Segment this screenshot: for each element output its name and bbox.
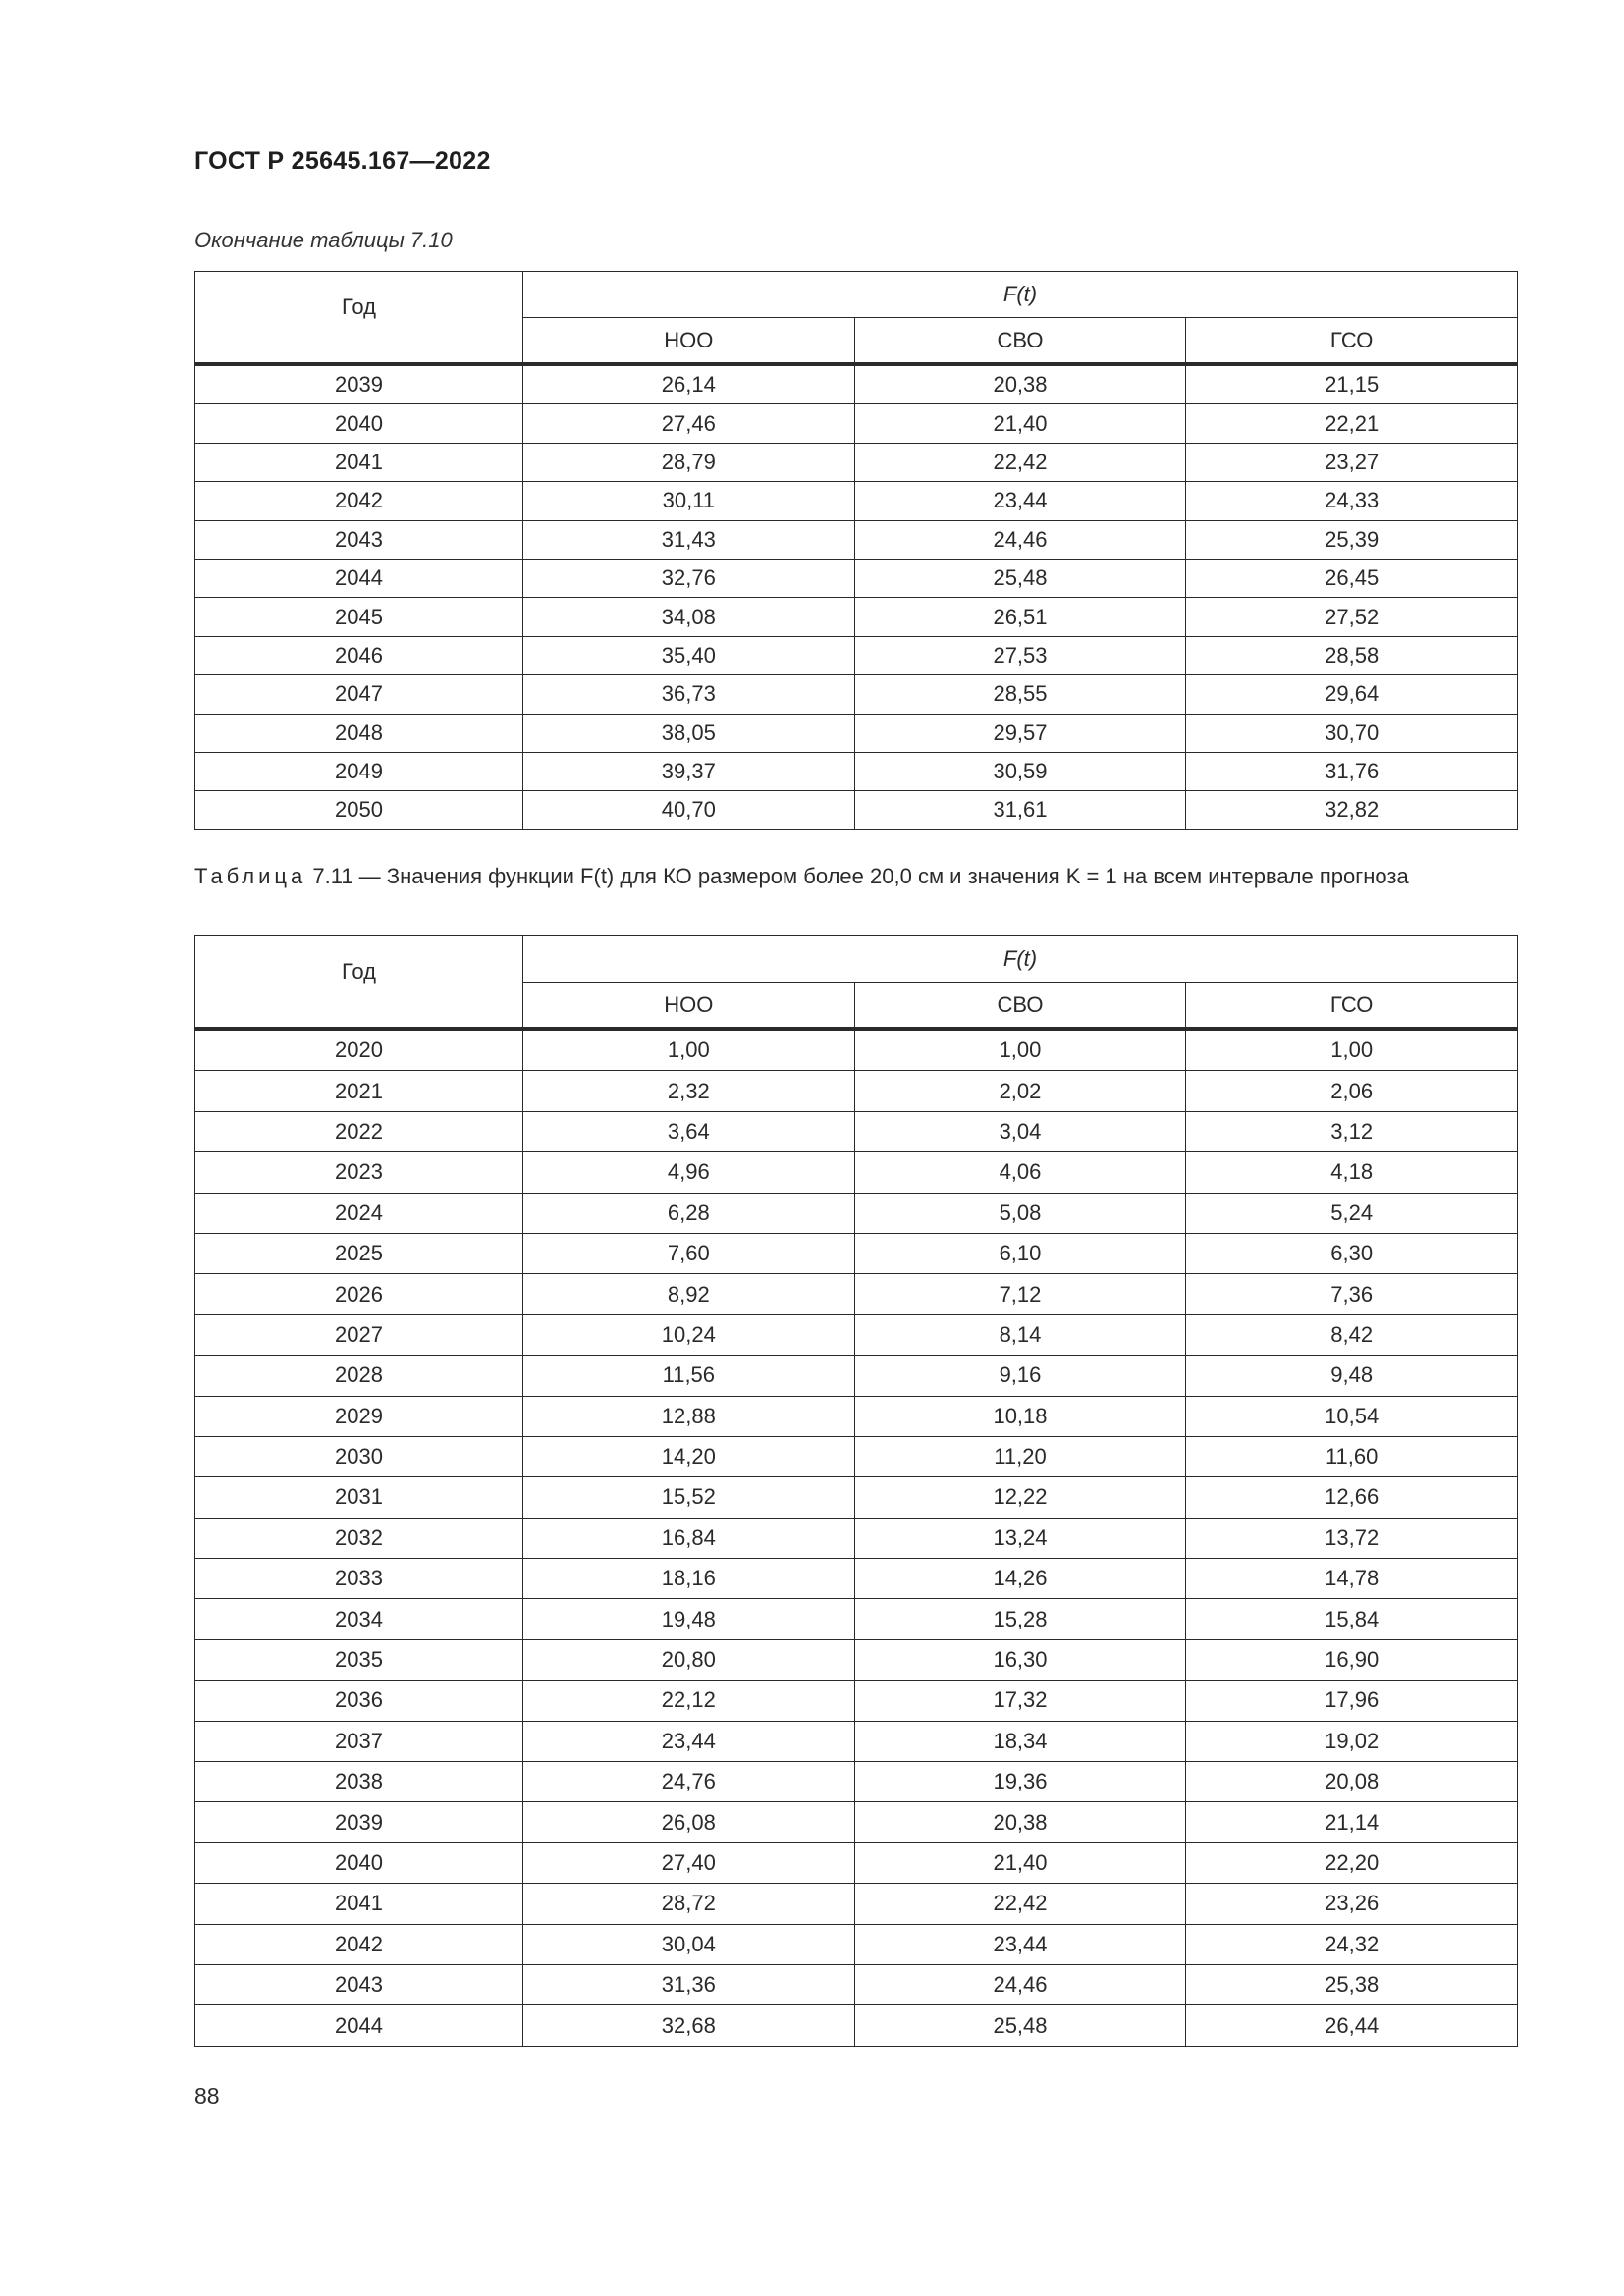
gso-value-cell: 22,20 — [1186, 1842, 1518, 1883]
svo-value-cell: 21,40 — [854, 1842, 1186, 1883]
table-row — [195, 1314, 1518, 1355]
noo-value-cell: 2,32 — [523, 1071, 855, 1111]
svo-value-cell: 19,36 — [854, 1762, 1186, 1802]
table-row — [195, 1436, 1518, 1476]
year-cell: 2030 — [195, 1436, 523, 1476]
svo-value-cell: 14,26 — [854, 1559, 1186, 1599]
year-cell: 2020 — [195, 1029, 523, 1071]
table-row — [195, 559, 1518, 597]
gso-value-cell: 19,02 — [1186, 1721, 1518, 1761]
svo-value-cell: 23,44 — [854, 482, 1186, 520]
gso-value-cell: 22,21 — [1186, 404, 1518, 443]
gso-value-cell: 32,82 — [1186, 791, 1518, 829]
header-col-svo: СВО — [854, 983, 1186, 1030]
table-row — [195, 1193, 1518, 1233]
year-cell: 2034 — [195, 1599, 523, 1639]
gso-value-cell: 11,60 — [1186, 1436, 1518, 1476]
svo-value-cell: 9,16 — [854, 1356, 1186, 1396]
svo-value-cell: 2,02 — [854, 1071, 1186, 1111]
table-row — [195, 1802, 1518, 1842]
gso-value-cell: 23,27 — [1186, 443, 1518, 481]
year-cell: 2032 — [195, 1518, 523, 1558]
header-function-label: F(t) — [1002, 282, 1038, 306]
gso-value-cell: 17,96 — [1186, 1681, 1518, 1721]
noo-value-cell: 1,00 — [523, 1029, 855, 1071]
year-cell: 2021 — [195, 1071, 523, 1111]
gso-value-cell: 21,15 — [1186, 364, 1518, 404]
noo-value-cell: 23,44 — [523, 1721, 855, 1761]
year-cell: 2047 — [195, 675, 523, 714]
table-row — [195, 1477, 1518, 1518]
gso-value-cell: 29,64 — [1186, 675, 1518, 714]
year-cell: 2039 — [195, 364, 523, 404]
table-row — [195, 1356, 1518, 1396]
gso-value-cell: 7,36 — [1186, 1274, 1518, 1314]
gso-value-cell: 24,32 — [1186, 1924, 1518, 1964]
gso-value-cell: 24,33 — [1186, 482, 1518, 520]
header-col-gso: ГСО — [1186, 318, 1518, 365]
year-cell: 2033 — [195, 1559, 523, 1599]
table-row — [195, 443, 1518, 481]
noo-value-cell: 31,36 — [523, 1964, 855, 2004]
noo-value-cell: 7,60 — [523, 1233, 855, 1273]
svo-value-cell: 1,00 — [854, 1029, 1186, 1071]
noo-value-cell: 27,40 — [523, 1842, 855, 1883]
year-cell: 2027 — [195, 1314, 523, 1355]
table-7-10-continuation-caption: Окончание таблицы 7.10 — [194, 228, 453, 252]
gso-value-cell: 25,39 — [1186, 520, 1518, 559]
noo-value-cell: 8,92 — [523, 1274, 855, 1314]
table-row — [195, 364, 1518, 404]
header-col-svo: СВО — [854, 318, 1186, 365]
noo-value-cell: 15,52 — [523, 1477, 855, 1518]
table-row — [195, 482, 1518, 520]
svo-value-cell: 20,38 — [854, 1802, 1186, 1842]
noo-value-cell: 27,46 — [523, 404, 855, 443]
noo-value-cell: 11,56 — [523, 1356, 855, 1396]
year-cell: 2038 — [195, 1762, 523, 1802]
gso-value-cell: 26,44 — [1186, 2005, 1518, 2046]
svo-value-cell: 27,53 — [854, 636, 1186, 674]
table-row — [195, 2005, 1518, 2046]
gso-value-cell: 27,52 — [1186, 598, 1518, 636]
noo-value-cell: 20,80 — [523, 1639, 855, 1680]
table-row — [195, 404, 1518, 443]
page-number: 88 — [194, 2083, 220, 2109]
noo-value-cell: 12,88 — [523, 1396, 855, 1436]
svo-value-cell: 4,06 — [854, 1152, 1186, 1193]
year-cell: 2050 — [195, 791, 523, 829]
svo-value-cell: 5,08 — [854, 1193, 1186, 1233]
gso-value-cell: 13,72 — [1186, 1518, 1518, 1558]
table-row — [195, 636, 1518, 674]
header-col-gso: ГСО — [1186, 983, 1518, 1030]
year-cell: 2029 — [195, 1396, 523, 1436]
table-row — [195, 1559, 1518, 1599]
table-row — [195, 1599, 1518, 1639]
noo-value-cell: 35,40 — [523, 636, 855, 674]
gso-value-cell: 20,08 — [1186, 1762, 1518, 1802]
gso-value-cell: 16,90 — [1186, 1639, 1518, 1680]
table-row — [195, 1396, 1518, 1436]
noo-value-cell: 10,24 — [523, 1314, 855, 1355]
noo-value-cell: 30,04 — [523, 1924, 855, 1964]
year-cell: 2043 — [195, 1964, 523, 2004]
noo-value-cell: 39,37 — [523, 752, 855, 790]
year-cell: 2044 — [195, 559, 523, 597]
svo-value-cell: 13,24 — [854, 1518, 1186, 1558]
noo-value-cell: 19,48 — [523, 1599, 855, 1639]
table-row — [195, 791, 1518, 829]
gso-value-cell: 31,76 — [1186, 752, 1518, 790]
gso-value-cell: 15,84 — [1186, 1599, 1518, 1639]
svo-value-cell: 8,14 — [854, 1314, 1186, 1355]
year-cell: 2044 — [195, 2005, 523, 2046]
table-row — [195, 1681, 1518, 1721]
year-cell: 2041 — [195, 443, 523, 481]
svo-value-cell: 22,42 — [854, 1884, 1186, 1924]
gso-value-cell: 6,30 — [1186, 1233, 1518, 1273]
year-cell: 2031 — [195, 1477, 523, 1518]
noo-value-cell: 22,12 — [523, 1681, 855, 1721]
noo-value-cell: 30,11 — [523, 482, 855, 520]
svo-value-cell: 3,04 — [854, 1111, 1186, 1151]
table-7-11 — [194, 935, 1518, 2047]
svo-value-cell: 16,30 — [854, 1639, 1186, 1680]
svo-value-cell: 18,34 — [854, 1721, 1186, 1761]
table-row — [195, 1639, 1518, 1680]
gso-value-cell: 21,14 — [1186, 1802, 1518, 1842]
noo-value-cell: 6,28 — [523, 1193, 855, 1233]
noo-value-cell: 3,64 — [523, 1111, 855, 1151]
noo-value-cell: 4,96 — [523, 1152, 855, 1193]
table-row — [195, 1518, 1518, 1558]
table-row — [195, 1111, 1518, 1151]
year-cell: 2048 — [195, 714, 523, 752]
gso-value-cell: 28,58 — [1186, 636, 1518, 674]
svo-value-cell: 21,40 — [854, 404, 1186, 443]
noo-value-cell: 26,08 — [523, 1802, 855, 1842]
year-cell: 2046 — [195, 636, 523, 674]
svo-value-cell: 22,42 — [854, 443, 1186, 481]
table-row — [195, 1762, 1518, 1802]
table-7-10 — [194, 271, 1518, 830]
table-row — [195, 1884, 1518, 1924]
header-function-group — [523, 936, 1518, 983]
header-year: Год — [195, 272, 523, 365]
svo-value-cell: 24,46 — [854, 520, 1186, 559]
gso-value-cell: 12,66 — [1186, 1477, 1518, 1518]
table-row — [195, 1842, 1518, 1883]
svo-value-cell: 12,22 — [854, 1477, 1186, 1518]
year-cell: 2042 — [195, 482, 523, 520]
year-cell: 2040 — [195, 404, 523, 443]
noo-value-cell: 32,68 — [523, 2005, 855, 2046]
table-row — [195, 598, 1518, 636]
year-cell: 2042 — [195, 1924, 523, 1964]
noo-value-cell: 16,84 — [523, 1518, 855, 1558]
year-cell: 2035 — [195, 1639, 523, 1680]
year-cell: 2036 — [195, 1681, 523, 1721]
noo-value-cell: 14,20 — [523, 1436, 855, 1476]
svo-value-cell: 26,51 — [854, 598, 1186, 636]
header-year: Год — [195, 936, 523, 1030]
svo-value-cell: 15,28 — [854, 1599, 1186, 1639]
noo-value-cell: 26,14 — [523, 364, 855, 404]
svo-value-cell: 25,48 — [854, 559, 1186, 597]
gso-value-cell: 26,45 — [1186, 559, 1518, 597]
document-code-header: ГОСТ Р 25645.167—2022 — [194, 147, 491, 175]
noo-value-cell: 31,43 — [523, 520, 855, 559]
table-label: Таблица — [194, 864, 307, 888]
table-7-11-caption — [194, 862, 1518, 891]
year-cell: 2039 — [195, 1802, 523, 1842]
noo-value-cell: 18,16 — [523, 1559, 855, 1599]
year-cell: 2037 — [195, 1721, 523, 1761]
year-cell: 2040 — [195, 1842, 523, 1883]
table-row — [195, 1071, 1518, 1111]
svo-value-cell: 10,18 — [854, 1396, 1186, 1436]
gso-value-cell: 5,24 — [1186, 1193, 1518, 1233]
svo-value-cell: 29,57 — [854, 714, 1186, 752]
year-cell: 2025 — [195, 1233, 523, 1273]
table-row — [195, 1924, 1518, 1964]
year-cell: 2028 — [195, 1356, 523, 1396]
svo-value-cell: 28,55 — [854, 675, 1186, 714]
svo-value-cell: 17,32 — [854, 1681, 1186, 1721]
header-col-noo: НОО — [523, 318, 855, 365]
year-cell: 2024 — [195, 1193, 523, 1233]
year-cell: 2023 — [195, 1152, 523, 1193]
svo-value-cell: 20,38 — [854, 364, 1186, 404]
table-row — [195, 752, 1518, 790]
noo-value-cell: 32,76 — [523, 559, 855, 597]
svo-value-cell: 31,61 — [854, 791, 1186, 829]
table-row — [195, 1152, 1518, 1193]
svo-value-cell: 25,48 — [854, 2005, 1186, 2046]
noo-value-cell: 40,70 — [523, 791, 855, 829]
noo-value-cell: 28,79 — [523, 443, 855, 481]
noo-value-cell: 34,08 — [523, 598, 855, 636]
gso-value-cell: 10,54 — [1186, 1396, 1518, 1436]
year-cell: 2022 — [195, 1111, 523, 1151]
gso-value-cell: 30,70 — [1186, 714, 1518, 752]
gso-value-cell: 9,48 — [1186, 1356, 1518, 1396]
table-title: 7.11 — Значения функции F(t) для КО размером более 20,0 см и значения K = 1 на всем интервале прогноза — [306, 864, 1409, 888]
gso-value-cell: 4,18 — [1186, 1152, 1518, 1193]
gso-value-cell: 14,78 — [1186, 1559, 1518, 1599]
year-cell: 2049 — [195, 752, 523, 790]
gso-value-cell: 8,42 — [1186, 1314, 1518, 1355]
gso-value-cell: 1,00 — [1186, 1029, 1518, 1071]
noo-value-cell: 28,72 — [523, 1884, 855, 1924]
svo-value-cell: 6,10 — [854, 1233, 1186, 1273]
svo-value-cell: 23,44 — [854, 1924, 1186, 1964]
table-row — [195, 1029, 1518, 1071]
table-row — [195, 1274, 1518, 1314]
gso-value-cell: 23,26 — [1186, 1884, 1518, 1924]
header-col-noo: НОО — [523, 983, 855, 1030]
table-row — [195, 1721, 1518, 1761]
table-row — [195, 714, 1518, 752]
table-row — [195, 520, 1518, 559]
svo-value-cell: 11,20 — [854, 1436, 1186, 1476]
table-row — [195, 1964, 1518, 2004]
svo-value-cell: 7,12 — [854, 1274, 1186, 1314]
noo-value-cell: 24,76 — [523, 1762, 855, 1802]
svo-value-cell: 30,59 — [854, 752, 1186, 790]
table-row — [195, 675, 1518, 714]
year-cell: 2045 — [195, 598, 523, 636]
gso-value-cell: 25,38 — [1186, 1964, 1518, 2004]
noo-value-cell: 38,05 — [523, 714, 855, 752]
table-row — [195, 1233, 1518, 1273]
year-cell: 2026 — [195, 1274, 523, 1314]
svo-value-cell: 24,46 — [854, 1964, 1186, 2004]
header-function-label: F(t) — [1002, 946, 1038, 971]
header-function-group — [523, 272, 1518, 318]
gso-value-cell: 2,06 — [1186, 1071, 1518, 1111]
year-cell: 2043 — [195, 520, 523, 559]
year-cell: 2041 — [195, 1884, 523, 1924]
noo-value-cell: 36,73 — [523, 675, 855, 714]
gso-value-cell: 3,12 — [1186, 1111, 1518, 1151]
